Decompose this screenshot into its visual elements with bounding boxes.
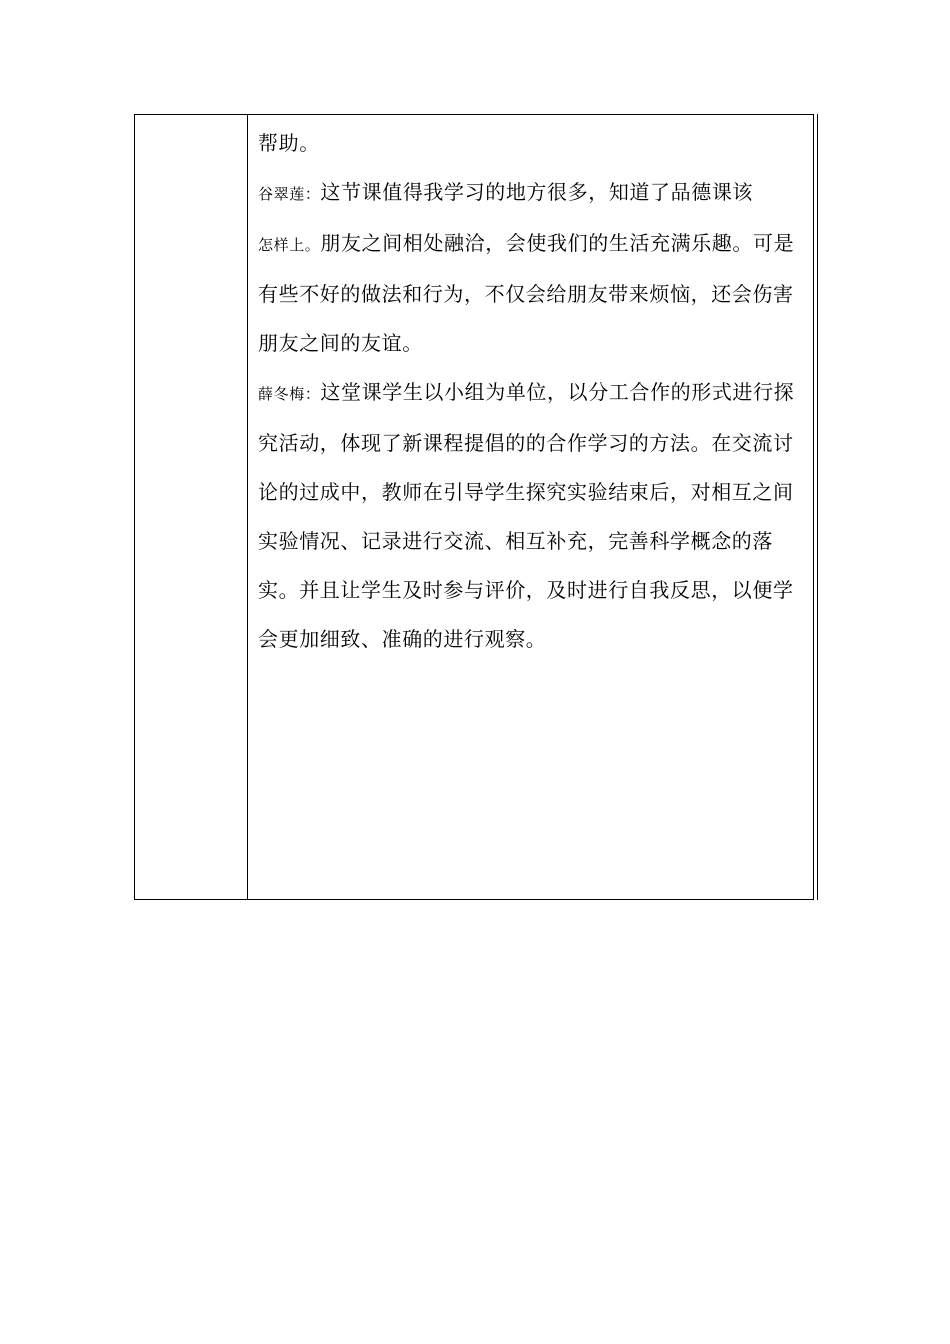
speaker-colon: ： <box>304 185 321 203</box>
remark-text: 这节课值得我学习的地方很多，知道了品德课该 <box>320 180 754 204</box>
content-cell <box>248 115 815 899</box>
label-cell <box>135 115 248 899</box>
remark-entry-2 <box>258 368 809 664</box>
speaker-name: 薛冬梅 <box>258 385 305 403</box>
intro-line: 帮助。 <box>258 131 320 155</box>
remark-text: 这堂课学生以小组为单位，以分工合作的形式进 <box>320 380 754 404</box>
remark-text: 行探究活动，体现了新课程提倡的的合作学习的方法。在交流讨论的过成中，教师在引导学生探究实验结束后，对相互之间实验情况、记录进行交流、相互补充，完善科学概念的落实。并且让学生及时参与评价，及时进行自我反思，以便学会更加细致、准确的进行观察。 <box>258 380 795 651</box>
remark-entry-1 <box>258 168 809 368</box>
remark-text-small: 怎样上。 <box>258 236 321 254</box>
remark-text: 可是有些不好的做法和行为，不仅会给朋友带来烦恼，还会伤害朋友之间的友谊。 <box>258 231 795 355</box>
speaker-name: 谷翠莲 <box>258 185 305 203</box>
speaker-colon: ： <box>304 385 321 403</box>
remarks-table <box>134 114 814 900</box>
remark-text: 朋友之间相处融洽，会使我们的生活充满乐趣。 <box>320 231 754 255</box>
